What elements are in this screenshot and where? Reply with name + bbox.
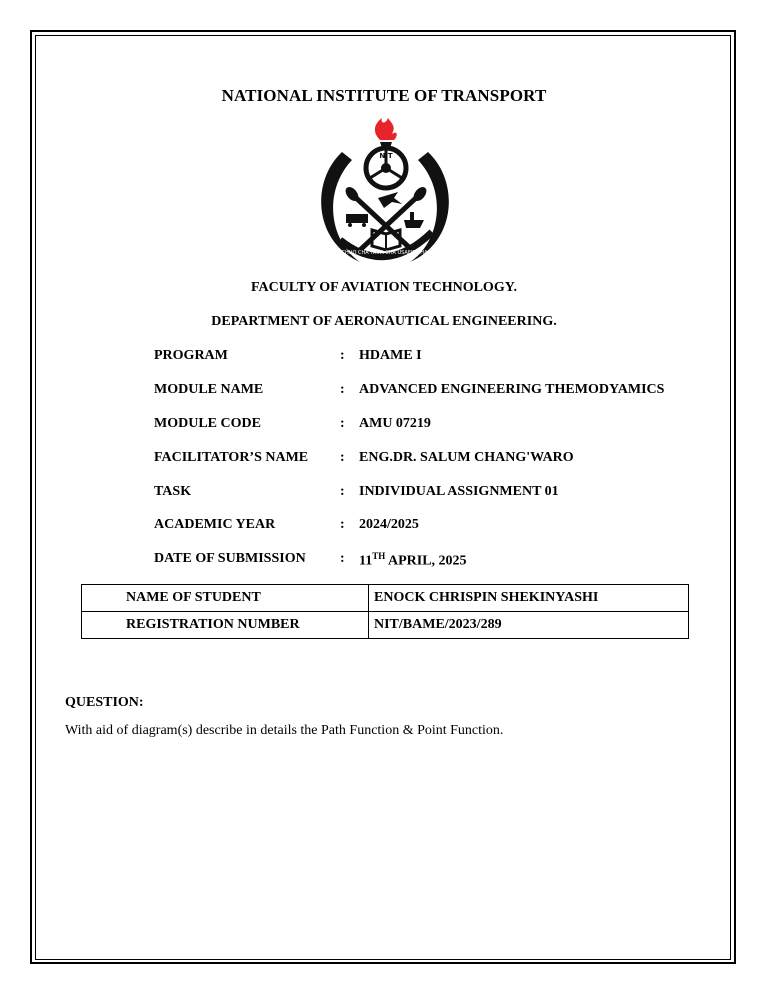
table-row <box>82 585 689 612</box>
motto-text: CHUO CHA TAIFA CHA USAFIRISHAJI <box>341 250 431 256</box>
detail-label: MODULE CODE <box>154 416 261 431</box>
question-text: With aid of diagram(s) describe in details the Path Function & Point Function. <box>65 723 504 738</box>
detail-colon: : <box>340 416 345 431</box>
detail-label: PROGRAM <box>154 348 228 363</box>
date-day: 11 <box>359 553 373 569</box>
detail-row-academic-year <box>0 517 768 537</box>
detail-label: FACILITATOR’S NAME <box>154 450 309 465</box>
detail-row-program <box>0 348 768 368</box>
detail-value: AMU 07219 <box>359 416 431 431</box>
student-name-value: ENOCK CHRISPIN SHEKINYASHI <box>369 585 689 612</box>
registration-number-value: NIT/BAME/2023/289 <box>369 612 689 639</box>
registration-number-label: REGISTRATION NUMBER <box>82 612 369 639</box>
student-name-label: NAME OF STUDENT <box>82 585 369 612</box>
detail-value: INDIVIDUAL ASSIGNMENT 01 <box>359 484 559 499</box>
detail-row-task <box>0 484 768 504</box>
detail-value: HDAME I <box>359 348 422 363</box>
faculty-name: FACULTY OF AVIATION TECHNOLOGY. <box>250 280 518 295</box>
detail-value <box>359 551 467 570</box>
institution-title: NATIONAL INSTITUTE OF TRANSPORT <box>221 86 547 105</box>
detail-value: ENG.DR. SALUM CHANG'WARO <box>359 450 574 465</box>
nit-emblem-icon <box>300 112 470 272</box>
department-name: DEPARTMENT OF AERONAUTICAL ENGINEERING. <box>211 314 557 329</box>
detail-value: 2024/2025 <box>359 517 419 532</box>
date-rest: APRIL, 2025 <box>385 553 467 569</box>
detail-label: TASK <box>154 484 192 499</box>
detail-row-module-name <box>0 382 768 402</box>
detail-colon: : <box>340 382 345 397</box>
detail-row-submission-date <box>0 551 768 571</box>
detail-colon: : <box>340 348 345 363</box>
detail-label: DATE OF SUBMISSION <box>154 551 306 566</box>
detail-label: MODULE NAME <box>154 382 264 397</box>
detail-colon: : <box>340 551 345 566</box>
detail-value: ADVANCED ENGINEERING THEMODYAMICS <box>359 382 665 397</box>
detail-label: ACADEMIC YEAR <box>154 517 276 532</box>
detail-colon: : <box>340 484 345 499</box>
detail-colon: : <box>340 450 345 465</box>
detail-colon: : <box>340 517 345 532</box>
date-suffix: TH <box>372 551 386 561</box>
question-heading: QUESTION: <box>65 695 144 710</box>
logo-badge-text: NIT <box>379 152 393 160</box>
student-info-table <box>81 584 689 639</box>
detail-row-facilitator <box>0 450 768 470</box>
detail-row-module-code <box>0 416 768 436</box>
table-row <box>82 612 689 639</box>
